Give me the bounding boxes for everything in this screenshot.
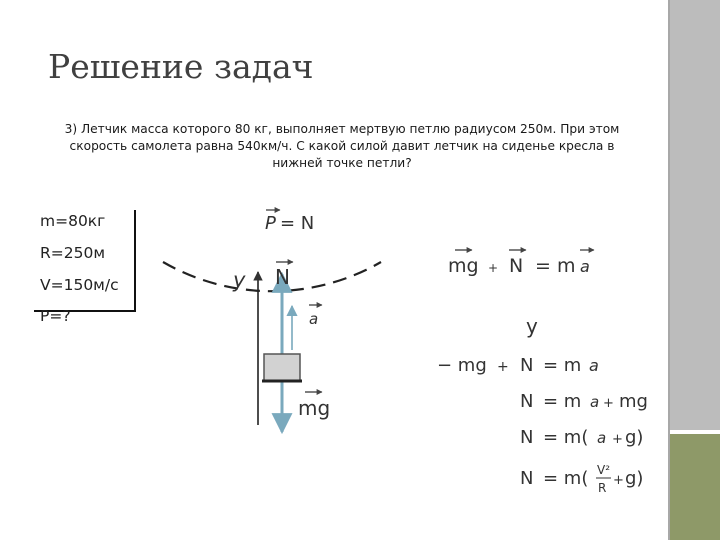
projection-y-label: y — [526, 314, 538, 338]
sol3-equals-m: = m( — [543, 427, 589, 448]
sol4-equals-m: = m( — [543, 468, 589, 489]
eq-equals-m: = m — [535, 255, 576, 277]
proj-a: a — [589, 356, 599, 375]
sol4-g: g) — [625, 468, 644, 489]
sol2-equals-m: = m — [543, 391, 582, 412]
eq-a: a — [580, 257, 590, 276]
sol2-a: a — [590, 393, 600, 411]
problem-line-3: нижней точке петли? — [272, 156, 412, 170]
eq-mg: mg — [448, 255, 479, 277]
p-equals-n: = N — [280, 213, 315, 234]
sol3-n: N — [520, 427, 534, 448]
a-label: a — [309, 310, 319, 328]
problem-line-2: скорость самолета равна 540км/ч. С какой силой давит летчик на сиденье кресла в — [69, 139, 615, 153]
mg-label: mg — [298, 396, 331, 420]
sol3-plus: + — [612, 432, 623, 447]
proj-n: N — [520, 355, 534, 376]
sol4-fraction-numerator: V² — [597, 463, 611, 477]
proj-equals-m: = m — [543, 355, 582, 376]
sol3-a: a — [597, 429, 607, 447]
sol4-plus: + — [613, 473, 624, 488]
proj-minus-mg: − mg — [437, 355, 487, 376]
given-mass: m=80кг — [40, 212, 106, 230]
y-axis-label: y — [233, 268, 246, 292]
sol4-fraction-denominator: R — [598, 481, 607, 495]
eq-n: N — [509, 255, 524, 277]
given-velocity: V=150м/с — [40, 276, 119, 294]
sol2-plus: + — [603, 396, 614, 411]
given-unknown: P=? — [40, 307, 71, 325]
loop-path — [163, 262, 381, 291]
sol2-n: N — [520, 391, 534, 412]
problem-line-1: 3) Летчик масса которого 80 кг, выполняет мертвую петлю радиусом 250м. При этом — [64, 122, 620, 136]
sol4-n: N — [520, 468, 534, 489]
n-label: N — [275, 265, 290, 289]
sol2-mg: mg — [619, 391, 648, 412]
sol3-g: g) — [625, 427, 644, 448]
eq-plus: + — [488, 261, 499, 275]
slide-title: Решение задач — [48, 47, 314, 86]
proj-plus: + — [497, 359, 509, 375]
p-label: P — [265, 213, 276, 234]
given-radius: R=250м — [40, 244, 106, 262]
pilot-block — [264, 354, 300, 381]
